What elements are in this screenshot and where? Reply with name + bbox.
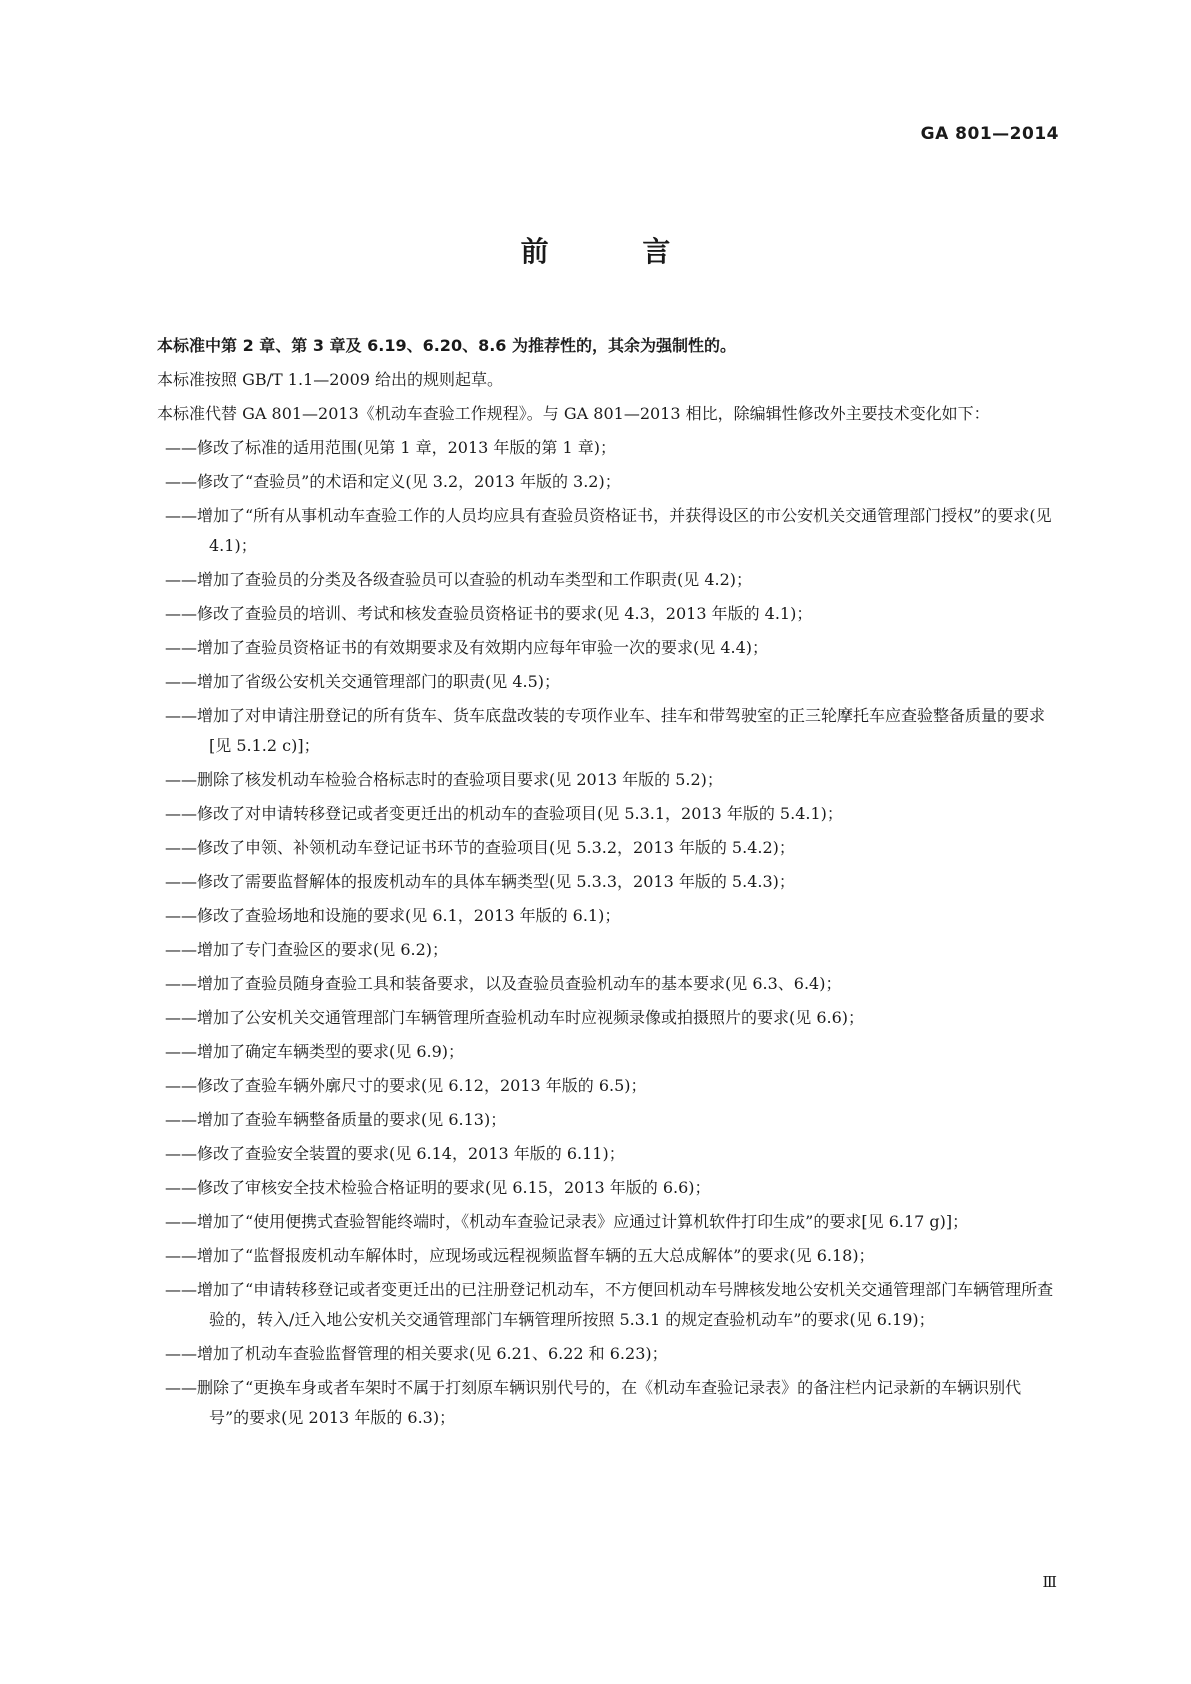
list-item: ——修改了查验场地和设施的要求(见 6.1，2013 年版的 6.1)； bbox=[165, 906, 621, 925]
list-item: ——增加了查验员资格证书的有效期要求及有效期内应每年审验一次的要求(见 4.4)； bbox=[165, 638, 769, 657]
list-item: ——增加了查验员的分类及各级查验员可以查验的机动车类型和工作职责(见 4.2)； bbox=[165, 570, 753, 589]
list-item: ——删除了核发机动车检验合格标志时的查验项目要求(见 2013 年版的 5.2)； bbox=[165, 770, 723, 789]
list-item: ——增加了机动车查验监督管理的相关要求(见 6.21、6.22 和 6.23)； bbox=[165, 1344, 668, 1363]
list-item: ——增加了“监督报废机动车解体时，应现场或远程视频监督车辆的五大总成解体”的要求(见 6.18)； bbox=[165, 1246, 875, 1265]
list-item: ——增加了对申请注册登记的所有货车、货车底盘改装的专项作业车、挂车和带驾驶室的正三轮摩托车应查验整备质量的要求[见 5.1.2 c)]； bbox=[165, 706, 1046, 755]
list-item: ——增加了公安机关交通管理部门车辆管理所查验机动车时应视频录像或拍摄照片的要求(见 6.6)； bbox=[165, 1008, 865, 1027]
normative-statement: 本标准中第 2 章、第 3 章及 6.19、6.20、8.6 为推荐性的，其余为强制性的。 bbox=[157, 336, 736, 355]
list-item: ——修改了需要监督解体的报废机动车的具体车辆类型(见 5.3.3，2013 年版的 5.4.3)； bbox=[165, 872, 795, 891]
list-item: ——增加了确定车辆类型的要求(见 6.9)； bbox=[165, 1042, 465, 1061]
list-item: ——删除了“更换车身或者车架时不属于打刻原车辆识别代号的，在《机动车查验记录表》的备注栏内记录新的车辆识别代号”的要求(见 2013 年版的 6.3)； bbox=[165, 1378, 1022, 1427]
foreword-body bbox=[125, 331, 1060, 1437]
list-item: ——修改了审核安全技术检验合格证明的要求(见 6.15，2013 年版的 6.6)； bbox=[165, 1178, 711, 1197]
list-item: ——修改了申领、补领机动车登记证书环节的查验项目(见 5.3.2，2013 年版的 5.4.2)； bbox=[165, 838, 795, 857]
drafting-rules-statement: 本标准按照 GB/T 1.1—2009 给出的规则起草。 bbox=[157, 370, 504, 389]
list-item: ——修改了查验安全装置的要求(见 6.14，2013 年版的 6.11)； bbox=[165, 1144, 625, 1163]
standard-code: GA 801—2014 bbox=[920, 124, 1059, 144]
list-item: ——修改了“查验员”的术语和定义(见 3.2，2013 年版的 3.2)； bbox=[165, 472, 621, 491]
list-item: ——修改了查验员的培训、考试和核发查验员资格证书的要求(见 4.3，2013 年版的 4.1)； bbox=[165, 604, 813, 623]
list-item: ——增加了“所有从事机动车查验工作的人员均应具有查验员资格证书，并获得设区的市公安机关交通管理部门授权”的要求(见 4.1)； bbox=[165, 506, 1052, 555]
list-item: ——增加了“申请转移登记或者变更迁出的已注册登记机动车，不方便回机动车号牌核发地公安机关交通管理部门车辆管理所查验的，转入/迁入地公安机关交通管理部门车辆管理所按照 5.3.1 的规定查验机动车”的要求(见 6.19)； bbox=[165, 1280, 1054, 1329]
list-item: ——增加了专门查验区的要求(见 6.2)； bbox=[165, 940, 449, 959]
list-item: ——修改了标准的适用范围(见第 1 章，2013 年版的第 1 章)； bbox=[165, 438, 616, 457]
list-item: ——修改了对申请转移登记或者变更迁出的机动车的查验项目(见 5.3.1，2013 年版的 5.4.1)； bbox=[165, 804, 843, 823]
page-number: Ⅲ bbox=[1042, 1573, 1057, 1591]
list-item: ——增加了“使用便携式查验智能终端时，《机动车查验记录表》应通过计算机软件打印生成”的要求[见 6.17 g)]； bbox=[165, 1212, 969, 1231]
page-title: 前 言 bbox=[520, 235, 713, 268]
list-item: ——增加了省级公安机关交通管理部门的职责(见 4.5)； bbox=[165, 672, 561, 691]
list-item: ——修改了查验车辆外廓尺寸的要求(见 6.12，2013 年版的 6.5)； bbox=[165, 1076, 647, 1095]
technical-changes-list bbox=[125, 433, 1060, 1433]
list-item: ——增加了查验车辆整备质量的要求(见 6.13)； bbox=[165, 1110, 507, 1129]
replacement-statement: 本标准代替 GA 801—2013《机动车查验工作规程》。与 GA 801—2013 相比，除编辑性修改外主要技术变化如下： bbox=[157, 404, 990, 423]
list-item: ——增加了查验员随身查验工具和装备要求，以及查验员查验机动车的基本要求(见 6.3、6.4)； bbox=[165, 974, 842, 993]
